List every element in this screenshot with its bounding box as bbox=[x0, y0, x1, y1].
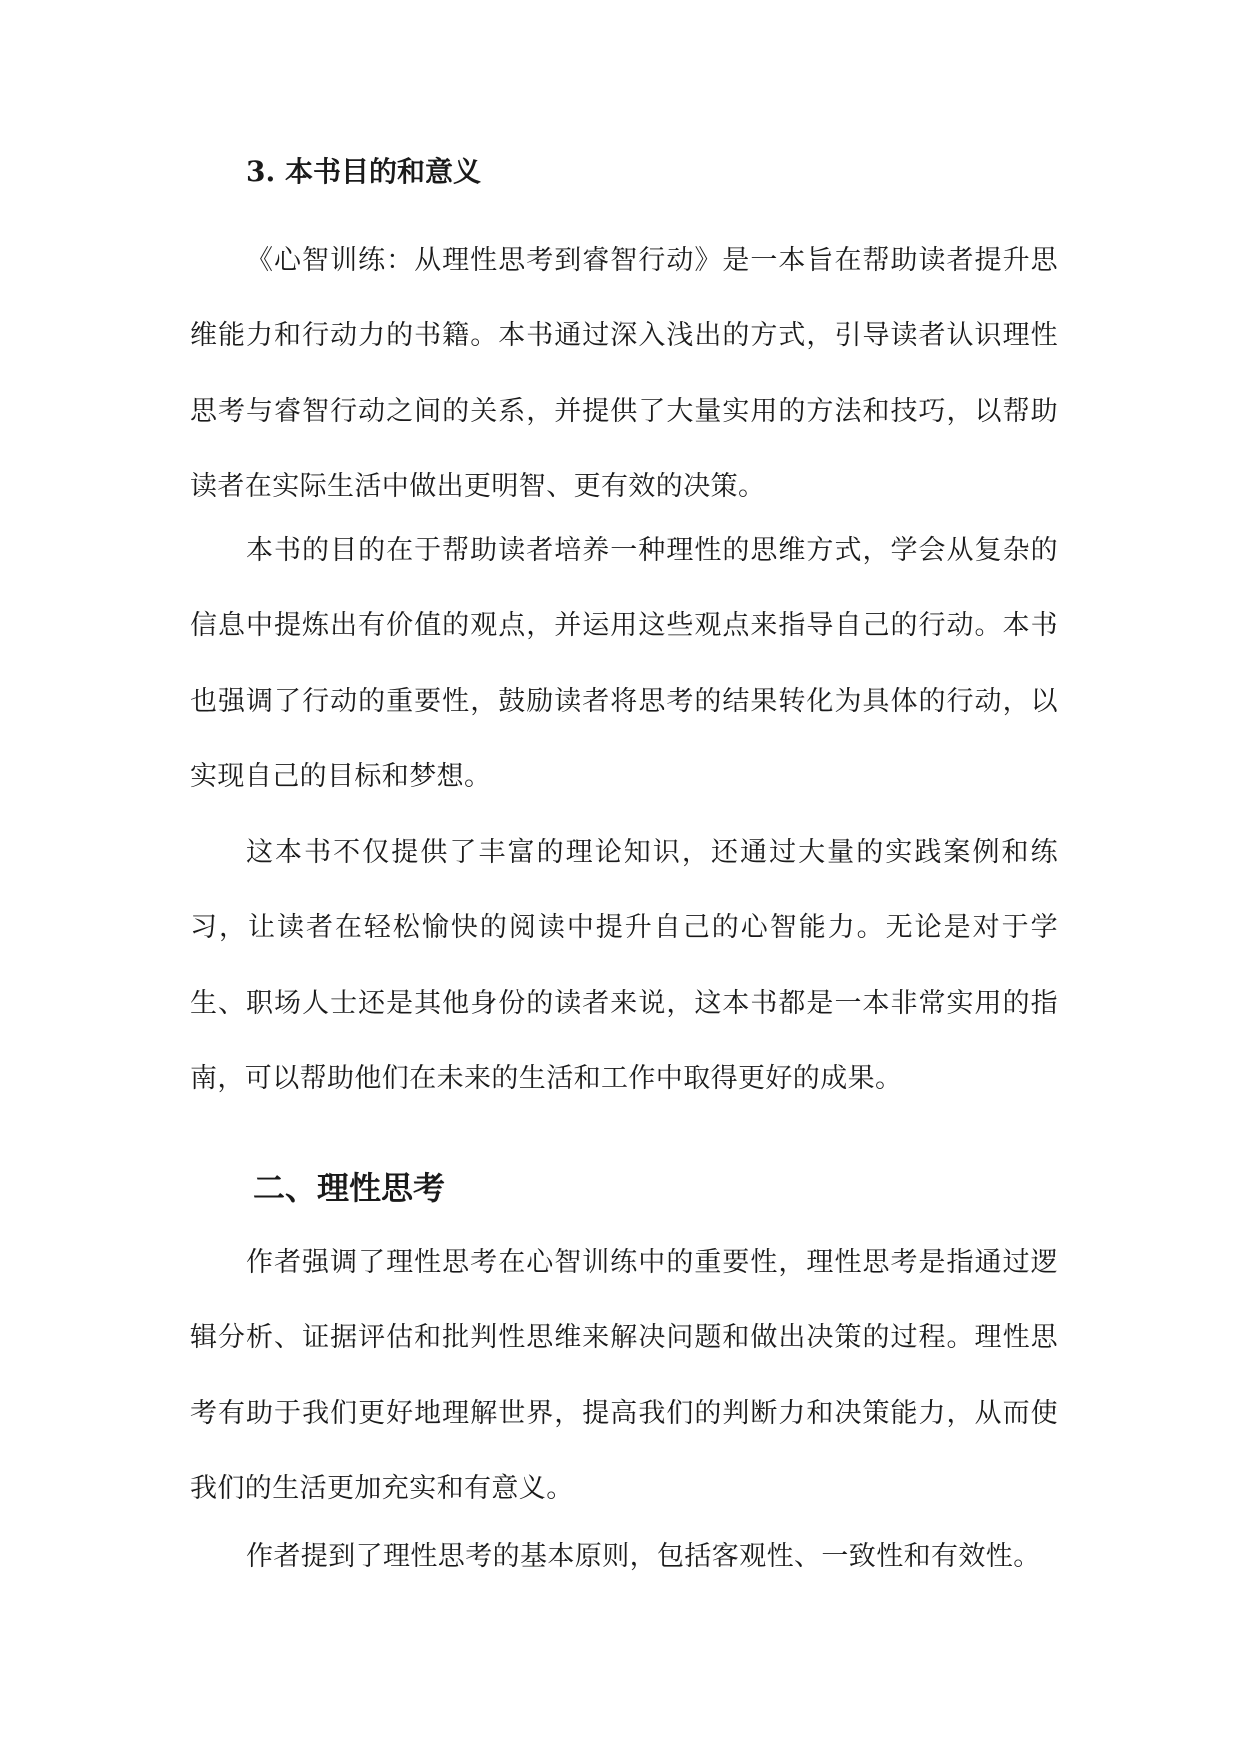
section-title: 二、理性思考 bbox=[253, 1169, 446, 1207]
paragraph-book-purpose: 本书的目的在于帮助读者培养一种理性的思维方式，学会从复杂的信息中提炼出有价值的观点，并运用这些观点来指导自己的行动。本书也强调了行动的重要性，鼓励读者将思考的结果转化为具体的行动，以实现自己的目标和梦想。 bbox=[190, 535, 1058, 792]
subsection-title: 3. 本书目的和意义 bbox=[246, 155, 481, 188]
paragraph-rational-thinking-importance: 作者强调了理性思考在心智训练中的重要性，理性思考是指通过逻辑分析、证据评估和批判性思维来解决问题和做出决策的过程。理性思考有助于我们更好地理解世界，提高我们的判断力和决策能力，从而使我们的生活更加充实和有意义。 bbox=[190, 1247, 1058, 1504]
paragraph-book-value: 这本书不仅提供了丰富的理论知识，还通过大量的实践案例和练习，让读者在轻松愉快的阅读中提升自己的心智能力。无论是对于学生、职场人士还是其他身份的读者来说，这本书都是一本非常实用的指南，可以帮助他们在未来的生活和工作中取得更好的成果。 bbox=[190, 837, 1058, 1094]
paragraph-book-introduction: 《心智训练：从理性思考到睿智行动》是一本旨在帮助读者提升思维能力和行动力的书籍。本书通过深入浅出的方式，引导读者认识理性思考与睿智行动之间的关系，并提供了大量实用的方法和技巧，以帮助读者在实际生活中做出更明智、更有效的决策。 bbox=[190, 245, 1058, 502]
paragraph-rational-thinking-principles: 作者提到了理性思考的基本原则，包括客观性、一致性和有效性。 bbox=[246, 1541, 1041, 1572]
